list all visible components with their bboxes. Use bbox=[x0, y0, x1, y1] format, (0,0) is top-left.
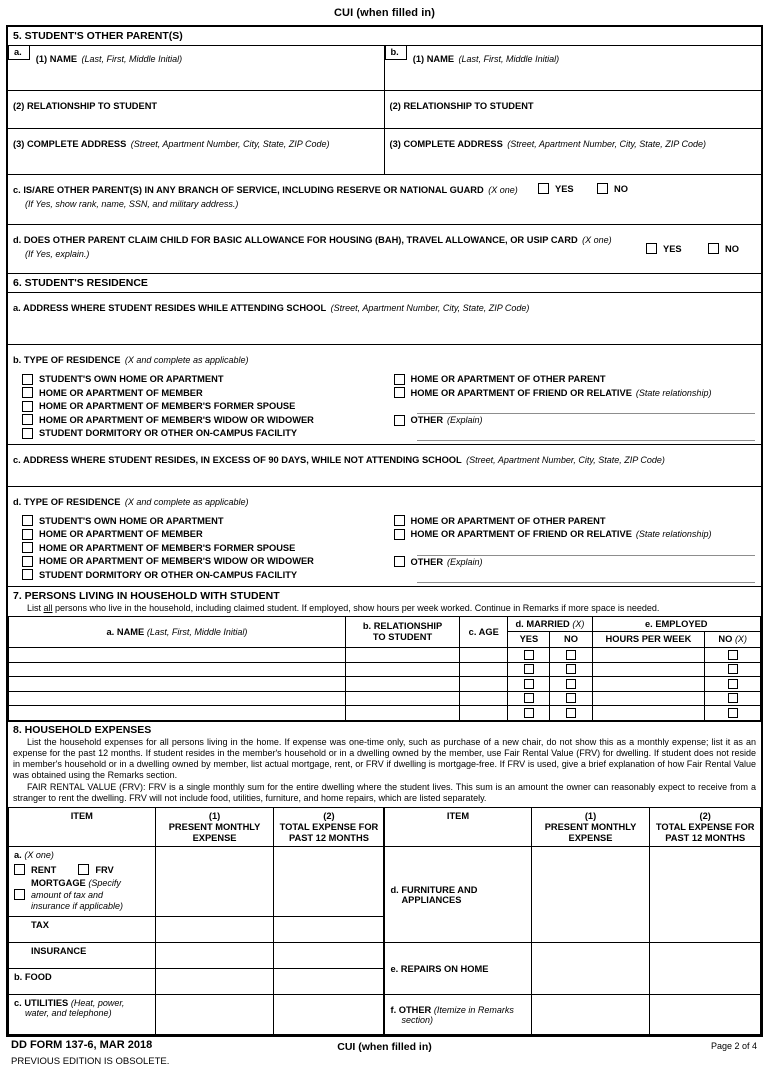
item-c-no-checkbox[interactable] bbox=[597, 183, 608, 194]
section6-item-d bbox=[8, 487, 761, 587]
t8-col1-num-left: (1) bbox=[208, 811, 221, 822]
t7-cell-age[interactable] bbox=[460, 677, 508, 692]
t7-cell-relationship[interactable] bbox=[345, 677, 459, 692]
page-number: Page 2 of 4 bbox=[710, 1041, 757, 1052]
t7-cell-married-yes[interactable] bbox=[508, 648, 550, 663]
t7-married-yes-checkbox[interactable] bbox=[524, 679, 534, 689]
t8-col2-l1-right: TOTAL EXPENSE FOR bbox=[655, 821, 755, 832]
section-8 bbox=[8, 721, 761, 1035]
section5-relationship-row bbox=[8, 91, 761, 129]
t7-married-yes-checkbox[interactable] bbox=[524, 708, 534, 718]
parent-a-name-hint: (Last, First, Middle Initial) bbox=[81, 54, 183, 65]
t7-cell-hours[interactable] bbox=[592, 648, 705, 663]
section-7-instructions bbox=[13, 603, 757, 614]
section6b-option-0[interactable] bbox=[22, 372, 385, 386]
section6b-label-4: STUDENT DORMITORY OR OTHER ON-CAMPUS FACILITY bbox=[39, 428, 298, 439]
t7-employed-no-checkbox[interactable] bbox=[728, 693, 738, 703]
parent-b-address-cell[interactable] bbox=[385, 129, 762, 174]
section6b-label-5: HOME OR APARTMENT OF OTHER PARENT bbox=[410, 374, 606, 385]
mortgage-label: MORTGAGE bbox=[31, 878, 86, 889]
t8-col2-l2-left: PAST 12 MONTHS bbox=[289, 832, 369, 843]
t7-cell-hours[interactable] bbox=[592, 691, 705, 706]
t7-col-employed-label: e. EMPLOYED bbox=[645, 618, 708, 629]
form-footer bbox=[6, 1039, 763, 1073]
t7-employed-no-label: NO bbox=[718, 634, 733, 645]
s7-instr-all: all bbox=[43, 602, 53, 613]
t8-row-a bbox=[9, 847, 761, 917]
t8-col1-num-right: (1) bbox=[584, 811, 597, 822]
section6-item-b bbox=[8, 345, 761, 445]
section6b-option-1[interactable] bbox=[22, 386, 385, 400]
t8-f-total-cell[interactable] bbox=[650, 995, 761, 1035]
section6-item-a-hint: (Street, Apartment Number, City, State, ZIP Code) bbox=[330, 303, 530, 314]
t7-cell-age[interactable] bbox=[460, 706, 508, 721]
section-8-title: 8. HOUSEHOLD EXPENSES bbox=[13, 723, 152, 736]
parent-a-relationship-label: (2) RELATIONSHIP TO STUDENT bbox=[13, 101, 158, 112]
t7-col-married-x: (X) bbox=[572, 618, 585, 629]
t8-item-f-cell bbox=[384, 995, 531, 1035]
t7-married-no-checkbox[interactable] bbox=[566, 650, 576, 660]
t7-cell-age[interactable] bbox=[460, 691, 508, 706]
section6b-label-6: HOME OR APARTMENT OF FRIEND OR RELATIVE bbox=[410, 387, 632, 398]
t8-col1-l1-right: PRESENT MONTHLY bbox=[544, 821, 637, 832]
section6d-label-5: HOME OR APARTMENT OF OTHER PARENT bbox=[410, 515, 606, 526]
t8-e-present-cell[interactable] bbox=[531, 943, 650, 995]
item-c-sub: (If Yes, show rank, name, SSN, and military address.) bbox=[25, 199, 239, 210]
table-row[interactable] bbox=[9, 648, 761, 663]
parent-b-relationship-cell[interactable] bbox=[385, 91, 762, 128]
t8-a-total-cell[interactable] bbox=[274, 847, 385, 917]
item-c-yes-option[interactable] bbox=[538, 182, 574, 196]
section6d-checkbox-2[interactable] bbox=[22, 542, 33, 553]
section-6-title: 6. STUDENT'S RESIDENCE bbox=[8, 274, 761, 293]
item-c-no-label: NO bbox=[614, 183, 628, 194]
parent-b-address-hint: (Street, Apartment Number, City, State, ZIP Code) bbox=[507, 139, 706, 150]
table-row[interactable] bbox=[9, 677, 761, 692]
rent-checkbox[interactable] bbox=[14, 864, 25, 875]
t8-food-present-cell[interactable] bbox=[155, 969, 274, 995]
t8-e-total-cell[interactable] bbox=[650, 943, 761, 995]
t8-col-total-right bbox=[650, 808, 761, 847]
section6b-other-writeline-top[interactable] bbox=[417, 413, 756, 414]
rent-label: RENT bbox=[31, 864, 57, 875]
section6b-checkbox-3[interactable] bbox=[22, 414, 33, 425]
frv-checkbox[interactable] bbox=[78, 864, 89, 875]
section-8-instructions bbox=[8, 736, 761, 808]
t7-col-name-hint: (Last, First, Middle Initial) bbox=[146, 626, 248, 637]
section6d-other-checkbox[interactable] bbox=[394, 556, 405, 567]
section6b-other-block bbox=[394, 413, 762, 427]
section6d-checkbox-0[interactable] bbox=[22, 515, 33, 526]
s7-instr-pre: List bbox=[27, 602, 44, 613]
t8-util-total-cell[interactable] bbox=[274, 995, 385, 1035]
t7-col-age-label: c. AGE bbox=[468, 626, 499, 637]
section6-item-d-label: d. TYPE OF RESIDENCE bbox=[13, 496, 121, 507]
food-label: b. FOOD bbox=[14, 972, 52, 983]
section6b-other-writeline-bottom[interactable] bbox=[417, 440, 756, 441]
section6d-option-3[interactable] bbox=[22, 555, 385, 569]
furniture-label-1: d. FURNITURE AND bbox=[390, 884, 478, 895]
item-c-label: c. IS/ARE OTHER PARENT(S) IN ANY BRANCH OF SERVICE, INCLUDING RESERVE OR NATIONAL GUARD bbox=[13, 185, 484, 196]
t7-cell-name[interactable] bbox=[9, 706, 346, 721]
section6b-checkbox-5[interactable] bbox=[394, 374, 405, 385]
t8-col-total-left bbox=[274, 808, 385, 847]
t7-cell-relationship[interactable] bbox=[345, 691, 459, 706]
t7-col-relationship bbox=[345, 616, 459, 647]
section6b-left-options bbox=[8, 372, 385, 440]
t8-col1-l1-left: PRESENT MONTHLY bbox=[168, 821, 261, 832]
t7-col-married-label: d. MARRIED bbox=[515, 618, 570, 629]
form-number: DD FORM 137-6, MAR 2018 bbox=[11, 1039, 153, 1052]
t8-item-insurance-cell bbox=[9, 943, 156, 969]
t7-cell-age[interactable] bbox=[460, 662, 508, 677]
item-d-label: d. DOES OTHER PARENT CLAIM CHILD FOR BASIC ALLOWANCE FOR HOUSING (BAH), TRAVEL ALLOWANCE, OR USIP CARD bbox=[13, 235, 578, 246]
t7-married-yes-checkbox[interactable] bbox=[524, 664, 534, 674]
parent-a-name-cell[interactable] bbox=[8, 46, 385, 90]
t7-employed-no-checkbox[interactable] bbox=[728, 650, 738, 660]
section6b-hint-6: (State relationship) bbox=[635, 387, 712, 398]
section6d-checkbox-6[interactable] bbox=[394, 529, 405, 540]
section5-item-d bbox=[8, 225, 761, 274]
t7-col-married-no bbox=[550, 632, 592, 648]
t8-util-present-cell[interactable] bbox=[155, 995, 274, 1035]
previous-edition-note: PREVIOUS EDITION IS OBSOLETE. bbox=[11, 1056, 170, 1068]
t8-col2-num-right: (2) bbox=[699, 811, 711, 822]
t8-item-label-right: ITEM bbox=[446, 811, 470, 822]
section6d-other-label: OTHER bbox=[410, 556, 444, 567]
section6-item-b-hint: (X and complete as applicable) bbox=[124, 355, 249, 366]
item-d-yes-option[interactable] bbox=[646, 242, 682, 256]
t7-cell-married-yes[interactable] bbox=[508, 662, 550, 677]
t8-d-total-cell[interactable] bbox=[650, 847, 761, 943]
t7-cell-name[interactable] bbox=[9, 662, 346, 677]
other-expense-hint-2: section) bbox=[401, 1014, 433, 1025]
parent-b-relationship-label: (2) RELATIONSHIP TO STUDENT bbox=[389, 101, 534, 112]
t8-item-d-cell bbox=[384, 847, 531, 943]
insurance-label: INSURANCE bbox=[31, 946, 87, 957]
section6b-option-5[interactable] bbox=[394, 372, 762, 386]
t8-item-utilities-cell bbox=[9, 995, 156, 1035]
t8-item-food-cell bbox=[9, 969, 156, 995]
section6d-label-6: HOME OR APARTMENT OF FRIEND OR RELATIVE bbox=[410, 529, 632, 540]
item-d-x-one: (X one) bbox=[582, 235, 612, 246]
section6b-checkbox-2[interactable] bbox=[22, 401, 33, 412]
utilities-hint-2: water, and telephone) bbox=[25, 1008, 112, 1019]
t7-cell-hours[interactable] bbox=[592, 677, 705, 692]
section6b-label-3: HOME OR APARTMENT OF MEMBER'S WIDOW OR WIDOWER bbox=[39, 414, 314, 425]
t8-a-present-cell[interactable] bbox=[155, 847, 274, 917]
section6b-other-label: OTHER bbox=[410, 415, 444, 426]
t7-married-no-checkbox[interactable] bbox=[566, 693, 576, 703]
t7-col-employed-no bbox=[705, 632, 761, 648]
section6d-label-0: STUDENT'S OWN HOME OR APARTMENT bbox=[39, 515, 224, 526]
utilities-hint-1: (Heat, power, bbox=[70, 998, 125, 1009]
frv-label: FRV bbox=[95, 864, 114, 875]
t7-cell-employed-no[interactable] bbox=[705, 706, 761, 721]
t7-col-hours bbox=[592, 632, 705, 648]
t8-col2-l2-right: PAST 12 MONTHS bbox=[665, 832, 746, 843]
section6b-right-options bbox=[385, 372, 762, 440]
parent-b-address-label: (3) COMPLETE ADDRESS bbox=[389, 139, 503, 150]
t7-cell-married-no[interactable] bbox=[550, 706, 592, 721]
t8-header-row bbox=[9, 808, 761, 847]
mortgage-hint-1: (Specify bbox=[88, 878, 121, 889]
parent-b-name-label: (1) NAME bbox=[412, 54, 455, 65]
item-c-no-option[interactable] bbox=[597, 182, 628, 196]
parent-b-name-cell[interactable] bbox=[385, 46, 762, 90]
t7-cell-married-no[interactable] bbox=[550, 662, 592, 677]
t7-married-yes-checkbox[interactable] bbox=[524, 693, 534, 703]
t7-employed-no-checkbox[interactable] bbox=[728, 708, 738, 718]
t8-item-a-cell bbox=[9, 847, 156, 917]
t7-employed-no-checkbox[interactable] bbox=[728, 664, 738, 674]
section6d-checkbox-1[interactable] bbox=[22, 529, 33, 540]
section6d-option-2[interactable] bbox=[22, 541, 385, 555]
section6b-checkbox-4[interactable] bbox=[22, 428, 33, 439]
section-7 bbox=[8, 587, 761, 721]
section6d-other-writeline-top[interactable] bbox=[417, 555, 756, 556]
mortgage-hint-2: amount of tax and bbox=[31, 889, 104, 900]
tax-label: TAX bbox=[31, 920, 49, 931]
t8-f-present-cell[interactable] bbox=[531, 995, 650, 1035]
item-d-no-checkbox[interactable] bbox=[708, 243, 719, 254]
section6d-option-5[interactable] bbox=[394, 514, 762, 528]
t8-d-present-cell[interactable] bbox=[531, 847, 650, 943]
section6d-right-options bbox=[385, 514, 762, 582]
section6d-residence-options bbox=[8, 511, 761, 586]
t8-item-e-cell bbox=[384, 943, 531, 995]
section6-item-b-label: b. TYPE OF RESIDENCE bbox=[13, 355, 121, 366]
parent-a-letter: a. bbox=[8, 46, 30, 60]
t8-row-insurance bbox=[9, 943, 761, 969]
section6d-label-2: HOME OR APARTMENT OF MEMBER'S FORMER SPOUSE bbox=[39, 542, 296, 553]
s7-instr-post: persons who live in the household, including claimed student. If employed, show hours per week worked. Continue in Remarks if more space is needed. bbox=[52, 602, 660, 613]
section6b-label-1: HOME OR APARTMENT OF MEMBER bbox=[39, 387, 203, 398]
item-d-yes-checkbox[interactable] bbox=[646, 243, 657, 254]
t8-col-present-left bbox=[155, 808, 274, 847]
t8-col-item-right bbox=[384, 808, 531, 847]
other-expense-hint-1: (Itemize in Remarks bbox=[433, 1004, 514, 1015]
table-row[interactable] bbox=[9, 662, 761, 677]
t8-row-utilities bbox=[9, 995, 761, 1035]
item-d-no-option[interactable] bbox=[708, 242, 739, 256]
section6d-checkbox-4[interactable] bbox=[22, 569, 33, 580]
t7-cell-employed-no[interactable] bbox=[705, 648, 761, 663]
section6-item-a[interactable] bbox=[8, 293, 761, 345]
section6b-option-6[interactable] bbox=[394, 386, 762, 400]
section6d-label-4: STUDENT DORMITORY OR OTHER ON-CAMPUS FACILITY bbox=[39, 569, 298, 580]
t8-ins-total-cell[interactable] bbox=[274, 943, 385, 969]
t8-col1-l2-left: EXPENSE bbox=[192, 832, 237, 843]
section6-item-c[interactable] bbox=[8, 445, 761, 487]
section6d-hint-6: (State relationship) bbox=[635, 529, 712, 540]
table-row[interactable] bbox=[9, 691, 761, 706]
t7-cell-name[interactable] bbox=[9, 648, 346, 663]
t7-cell-relationship[interactable] bbox=[345, 662, 459, 677]
household-expenses-table bbox=[8, 807, 761, 1035]
cui-header-banner: CUI (when filled in) bbox=[334, 7, 435, 19]
t7-cell-relationship[interactable] bbox=[345, 648, 459, 663]
section6b-other-hint: (Explain) bbox=[447, 415, 483, 426]
t8-a-letter: a. bbox=[14, 850, 22, 861]
t7-cell-hours[interactable] bbox=[592, 706, 705, 721]
t7-married-yes-label: YES bbox=[519, 634, 539, 645]
t8-item-label-left: ITEM bbox=[70, 811, 93, 822]
section6d-label-3: HOME OR APARTMENT OF MEMBER'S WIDOW OR WIDOWER bbox=[39, 556, 314, 567]
t7-col-rel-l1: b. RELATIONSHIP bbox=[362, 621, 443, 632]
section6-item-a-label: a. ADDRESS WHERE STUDENT RESIDES WHILE ATTENDING SCHOOL bbox=[13, 303, 327, 314]
t8-col-item-left bbox=[9, 808, 156, 847]
section6b-residence-options bbox=[8, 369, 761, 444]
utilities-label: c. UTILITIES bbox=[14, 998, 69, 1009]
section5-name-row bbox=[8, 46, 761, 91]
section6b-other-option[interactable] bbox=[394, 413, 762, 427]
section6d-other-hint: (Explain) bbox=[447, 556, 483, 567]
t7-married-no-checkbox[interactable] bbox=[566, 664, 576, 674]
t8-col2-num-left: (2) bbox=[323, 811, 335, 822]
t8-item-tax-cell bbox=[9, 917, 156, 943]
item-d-no-label: NO bbox=[725, 243, 739, 254]
other-expense-label: f. OTHER bbox=[390, 1004, 432, 1015]
section6b-other-checkbox[interactable] bbox=[394, 415, 405, 426]
section6b-checkbox-1[interactable] bbox=[22, 387, 33, 398]
t7-cell-married-yes[interactable] bbox=[508, 706, 550, 721]
t7-cell-married-no[interactable] bbox=[550, 648, 592, 663]
section-8-para-2: FAIR RENTAL VALUE (FRV): FRV is a single monthly sum for the entire dwelling where the student lives. This sum is an amount the owner can reasonably expect to receive from a stranger to rent the dwelling. FRV will not include food, utilities, furniture, and home repairs, which are listed separately. bbox=[13, 781, 756, 803]
parent-a-address-label: (3) COMPLETE ADDRESS bbox=[13, 139, 127, 150]
t7-employed-no-x: (X) bbox=[734, 634, 747, 645]
t7-col-married bbox=[508, 616, 592, 632]
section6b-checkbox-0[interactable] bbox=[22, 374, 33, 385]
t7-married-no-checkbox[interactable] bbox=[566, 708, 576, 718]
t8-col-present-right bbox=[531, 808, 650, 847]
t7-cell-employed-no[interactable] bbox=[705, 677, 761, 692]
section6d-option-4[interactable] bbox=[22, 568, 385, 582]
t7-married-no-checkbox[interactable] bbox=[566, 679, 576, 689]
t7-married-yes-checkbox[interactable] bbox=[524, 650, 534, 660]
section6-item-c-label: c. ADDRESS WHERE STUDENT RESIDES, IN EXCESS OF 90 DAYS, WHILE NOT ATTENDING SCHOOL bbox=[13, 454, 462, 465]
section-5-title: 5. STUDENT'S OTHER PARENT(S) bbox=[8, 27, 761, 46]
t7-cell-hours[interactable] bbox=[592, 662, 705, 677]
item-d-yes-label: YES bbox=[663, 243, 682, 254]
t7-cell-married-yes[interactable] bbox=[508, 691, 550, 706]
t7-hours-label: HOURS PER WEEK bbox=[605, 634, 692, 645]
item-d-sub: (If Yes, explain.) bbox=[25, 249, 90, 260]
section6d-other-block bbox=[394, 555, 762, 569]
t7-col-age bbox=[460, 616, 508, 647]
t8-tax-present-cell[interactable] bbox=[155, 917, 274, 943]
t8-food-total-cell[interactable] bbox=[274, 969, 385, 995]
t7-cell-married-yes[interactable] bbox=[508, 677, 550, 692]
item-c-x-one: (X one) bbox=[488, 185, 518, 196]
section6-item-d-hint: (X and complete as applicable) bbox=[124, 496, 249, 507]
section6d-other-writeline-bottom[interactable] bbox=[417, 582, 756, 583]
parent-b-name-hint: (Last, First, Middle Initial) bbox=[458, 54, 560, 65]
section6b-option-2[interactable] bbox=[22, 399, 385, 413]
parent-a-address-hint: (Street, Apartment Number, City, State, ZIP Code) bbox=[130, 139, 330, 150]
t7-cell-married-no[interactable] bbox=[550, 691, 592, 706]
section6d-option-6[interactable] bbox=[394, 528, 762, 542]
parent-a-address-cell[interactable] bbox=[8, 129, 385, 174]
parent-b-letter: b. bbox=[385, 46, 407, 60]
t7-employed-no-checkbox[interactable] bbox=[728, 679, 738, 689]
furniture-label-2: APPLIANCES bbox=[401, 894, 462, 905]
section5-item-c bbox=[8, 175, 761, 225]
t7-header-row-1 bbox=[9, 616, 761, 632]
section6b-option-3[interactable] bbox=[22, 413, 385, 427]
section6b-checkbox-6[interactable] bbox=[394, 387, 405, 398]
dd137-6-form-body bbox=[6, 25, 763, 1037]
t8-a-hint: (X one) bbox=[24, 850, 54, 861]
section6b-label-0: STUDENT'S OWN HOME OR APARTMENT bbox=[39, 374, 224, 385]
item-c-yes-label: YES bbox=[555, 183, 574, 194]
table-row[interactable] bbox=[9, 706, 761, 721]
section6d-checkbox-5[interactable] bbox=[394, 515, 405, 526]
section6b-label-2: HOME OR APARTMENT OF MEMBER'S FORMER SPOUSE bbox=[39, 401, 296, 412]
section5-address-row bbox=[8, 129, 761, 175]
parent-a-relationship-cell[interactable] bbox=[8, 91, 385, 128]
section6d-option-1[interactable] bbox=[22, 528, 385, 542]
t7-married-no-label: NO bbox=[564, 634, 578, 645]
repairs-label: e. REPAIRS ON HOME bbox=[390, 963, 489, 974]
t7-cell-employed-no[interactable] bbox=[705, 662, 761, 677]
t7-cell-married-no[interactable] bbox=[550, 677, 592, 692]
parent-a-name-label: (1) NAME bbox=[35, 54, 78, 65]
t8-tax-total-cell[interactable] bbox=[274, 917, 385, 943]
section6d-other-option[interactable] bbox=[394, 555, 762, 569]
cui-footer-banner: CUI (when filled in) bbox=[337, 1041, 432, 1054]
section6d-checkbox-3[interactable] bbox=[22, 556, 33, 567]
t7-col-employed bbox=[592, 616, 760, 632]
section6-item-c-hint: (Street, Apartment Number, City, State, ZIP Code) bbox=[466, 454, 665, 465]
t7-cell-name[interactable] bbox=[9, 691, 346, 706]
section6d-left-options bbox=[8, 514, 385, 582]
t7-col-rel-l2: TO STUDENT bbox=[372, 631, 433, 642]
t7-cell-name[interactable] bbox=[9, 677, 346, 692]
section6d-option-0[interactable] bbox=[22, 514, 385, 528]
t7-col-name bbox=[9, 616, 346, 647]
item-c-yes-checkbox[interactable] bbox=[538, 183, 549, 194]
mortgage-hint-3: insurance if applicable) bbox=[31, 901, 124, 912]
t8-col2-l1-left: TOTAL EXPENSE FOR bbox=[279, 821, 379, 832]
t7-cell-employed-no[interactable] bbox=[705, 691, 761, 706]
section-8-para-1: List the household expenses for all persons living in the home. If expense was one-time only, such as purchase of a new chair, do not show this as a monthly expense; list it as an expense for the past 12 months. If student resides in the member's household or in a dwelling owned by the member, use Fair Rental Value (FRV) for dwelling. If student does not reside in member's household or in a dwelling owned by member, list actual mortgage, rent, or FRV if dwelling is mortgage-free. If FRV is used, give a brief explanation of how Fair Rental Value was obtained using the Remarks section. bbox=[13, 736, 756, 781]
section6b-option-4[interactable] bbox=[22, 426, 385, 440]
t8-ins-present-cell[interactable] bbox=[155, 943, 274, 969]
household-members-table bbox=[8, 616, 761, 721]
mortgage-checkbox[interactable] bbox=[14, 889, 25, 900]
t7-col-name-label: a. NAME bbox=[106, 626, 145, 637]
t8-col1-l2-right: EXPENSE bbox=[568, 832, 613, 843]
t7-cell-age[interactable] bbox=[460, 648, 508, 663]
t7-cell-relationship[interactable] bbox=[345, 706, 459, 721]
section6d-label-1: HOME OR APARTMENT OF MEMBER bbox=[39, 529, 203, 540]
t7-col-married-yes bbox=[508, 632, 550, 648]
section-7-title: 7. PERSONS LIVING IN HOUSEHOLD WITH STUDENT bbox=[13, 589, 280, 602]
